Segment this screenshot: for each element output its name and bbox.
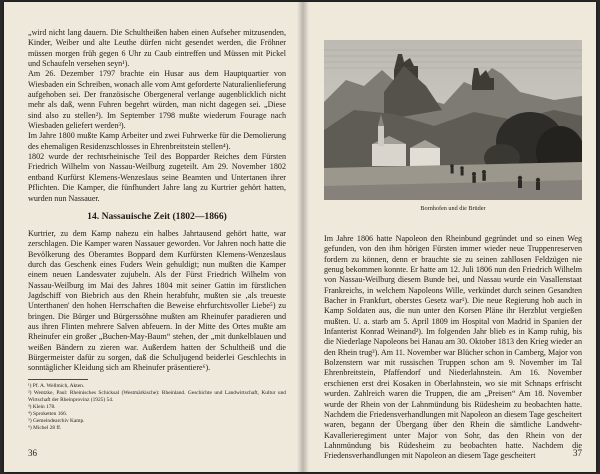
left-paragraph-2: Am 26. Dezember 1797 brachte ein Husar aus dem Hauptquartier von Wiesbaden ein Schreiben, wonach alle vom Amt geforderte Naturalienlieferung aufgehoben sei. Der französische Obergeneral verlange augenblicklich nicht mehr als daß, wenn Fuhren begehrt würden, man nicht dagegen sei. „Diese sind also zu stellen²). Im September 1798 mußte wiederum Fourage nach Wiesbaden geliefert werden³).: [28, 69, 286, 131]
footnote: ⁶) Michel 28 ff.: [28, 424, 62, 431]
footnote-rule: [28, 379, 88, 380]
left-page: [4, 2, 300, 472]
footnote: ²) Wentzke, Paul: Rheinisches Schicksal (Westmärkische): Rheinland. Geschichte und Landwirtschaft, Kultur und Wirtschaft der Rheinprovinz (1925) 54.: [28, 389, 286, 403]
page-number-left: 36: [28, 448, 37, 458]
section-heading: 14. Nassauische Zeit (1802—1866): [87, 210, 227, 222]
left-text-column: [28, 28, 286, 432]
footnote: ⁴) Sproketten 166.: [28, 410, 68, 417]
right-page: [302, 2, 596, 472]
left-paragraph-3: Im Jahre 1800 mußte Kamp Arbeiter und zwei Fuhrwerke für die Demolierung des ehemaligen Residenzschlosses in Ehrenbreitstein stellen⁴).: [28, 131, 286, 151]
footnote: ³) Klein 178.: [28, 403, 56, 410]
left-paragraph-4: 1802 wurde der rechtsrheinische Teil des Bopparder Reiches dem Fürsten Friedrich Wilhelm von Nassau-Weilburg zugeteilt. Am 29. November 1802 entband Kurfürst Klemens-Wenzeslaus seine Beamten und Untertanen ihrer Pflichten. Die Kamper, die fünfhundert Jahre lang zu Kurtrier gehört hatten, wurden nun Nassauer.: [28, 152, 286, 203]
engraving-illustration: [324, 40, 582, 200]
footnote: ¹) Pf. A. Wellmich, Akten.: [28, 382, 85, 389]
right-text-column: [324, 234, 582, 462]
page-number-right: 37: [573, 448, 582, 458]
left-paragraph-1: „wird nicht lang dauern. Die Schultheißen haben einen Aufseher mitzusenden, Kinder, Weiber und alte Leuthe dürfen nicht gesendet werden, die Fröhner müssen morgen früh gegen 6 Uhr zu Caub eintreffen und Müssen mit Pickel und Schaufeln versehen seyn¹).: [28, 28, 286, 69]
figure-caption: Bornhofen und die Brüder: [420, 205, 486, 212]
left-paragraph-5: Kurtrier, zu dem Kamp nahezu ein halbes Jahrtausend gehört hatte, war zerschlagen. Die Kamper waren Nassauer geworden. Vor Jahren noch hatte die Bevölkerung des Oberamtes Boppard dem Kurfürsten Klemens-Wenzeslaus durch das Geschenk eines Fuders Wein gehuldigt; nun mußten die Kamper einem neuen Landesvater zujubeln. Als der Fürst Friedrich Wilhelm von Nassau-Weilburg im Mai des Jahres 1804 mit seiner Gattin im fürstlichen Jagdschiff von Biebrich aus den Rhein herabfuhr, mußten sie ‚als treueste Unterthanen' den hohen Herrschaften die Beweise ehrfurchtsvoller Liebe⁵) zu bringen. Die Bürger und Bürgerssöhne mußten am Rheinufer paradieren und aus ihren Flinten mehrere Salven abfeuern. In der Mitte des Ortes mußte am Rheinufer ein großer „Buchen-May-Baum“ stehen, der „mit dunkelblauen und weißen Bändern zu zieren war. Außerdem hatten der Schultheiß und die Bürgermeister dafür zu sorgen, daß die Schuljugend beiderlei Geschlechts in sonntäglicher Kleidung sich am Rheinufer präsentiere⁶).: [28, 228, 286, 373]
footnotes: [28, 383, 286, 432]
castle-landscape-image: [324, 40, 582, 200]
right-paragraph-1: Im Jahre 1806 hatte Napoleon den Rheinbund gegründet und so einen Weg gefunden, von den ihm hörigen Fürsten immer wieder neue Truppenreserven fordern zu können, denn er brauchte sie zu seinen zahllosen Feldzügen nie genug bekommen konnte. Er hatte am 12. Juli 1806 nun den Friedrich Wilhelm von Nassau-Weilburg diesem Bunde bei, und Nassau wurde ein Vasallenstaat Frankreichs, in welchem Napoleons Wille, verkündet durch seinen Gesandten Bacher in Frankfurt, oberstes Gesetz war¹). Die neue Regierung hob auch in Kamp Soldaten aus, die nun unter den Korsen Pläne ihr Herzblut vergießen mußten. U. a. starb am 5. April 1809 im Hospital von Madrid in Spanien der Infanterist Konrad Weinand²). Im folgenden Jahr blieb es in Kamp ruhig, bis die Niederlage Napoleons bei Hanau am 30. Oktober 1813 den Krieg wieder an den Rhein trug³). Am 11. November war Blücher schon in Camberg, Major von Bolzenstern war mit russischen Truppen schon am 9. November im Tal Ehrenbreitstein, Pfaffendorf und Niederlahnstein. Am 16. November erschienen erst drei Kosaken in Oberlahnstein, wo sie mit Schnaps erfrischt wurden. Zahlreich waren die Truppen, die am „Preisen“ Am 18. November wurde der Rhein von der Lahnmündung bis Rüdesheim zu beobachten hatte. Nachdem die Friedensverhandlungen mit Napoleon an diesem Tage gescheitert waren, begann der Übergang über den Rhein die sämtliche Landwehr-Kavallerieregiment unter Major von Sohr, das den Rhein von der Lahnmündung bis Rüdesheim zu beobachten hatte. Nachdem die Friedensverhandlungen mit Napoleon an diesem Tage gescheitert: [324, 234, 582, 461]
footnote: ⁵) Gemeindearchiv Kamp.: [28, 417, 85, 424]
book-spread: [4, 2, 596, 472]
